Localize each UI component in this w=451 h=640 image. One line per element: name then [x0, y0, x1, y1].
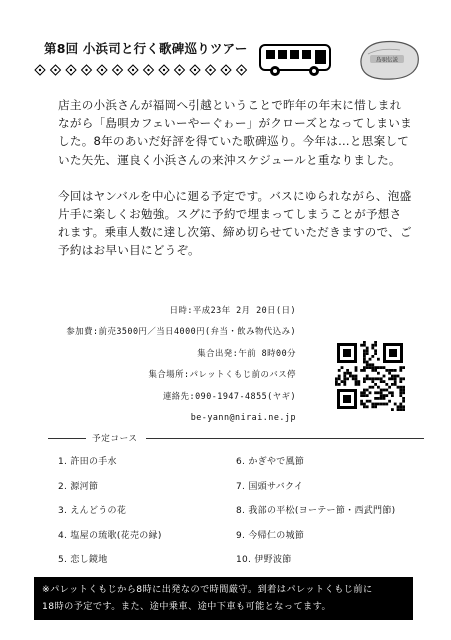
- qr-module: [380, 394, 383, 397]
- qr-module: [377, 403, 380, 406]
- qr-module: [363, 394, 366, 397]
- qr-module: [371, 366, 374, 369]
- qr-module: [394, 380, 397, 383]
- qr-module: [399, 377, 402, 380]
- qr-module: [391, 375, 394, 378]
- qr-module: [355, 377, 358, 380]
- qr-module: [369, 363, 372, 366]
- event-fee: 参加費:前売3500円／当日4000円(弁当・飲み物代込み): [66, 326, 296, 337]
- qr-module: [346, 369, 349, 372]
- qr-module: [369, 366, 372, 369]
- qr-module: [380, 397, 383, 400]
- qr-module: [363, 391, 366, 394]
- course-heading-label: 予定コース: [92, 434, 138, 444]
- event-details: [66, 300, 296, 428]
- qr-module: [366, 394, 369, 397]
- course-item: 6. かぎやで風節: [236, 457, 305, 467]
- qr-code[interactable]: [335, 341, 405, 411]
- notice-line-1: ※パレットくもじから8時に出発なので時間厳守。到着はパレットくもじ前に: [42, 584, 373, 595]
- qr-module: [374, 405, 377, 408]
- qr-module: [388, 391, 391, 394]
- qr-module: [380, 380, 383, 383]
- qr-module: [385, 369, 388, 372]
- qr-module: [371, 355, 374, 358]
- course-item: 10. 伊野波節: [236, 555, 292, 566]
- qr-module: [371, 380, 374, 383]
- qr-module: [363, 341, 366, 344]
- qr-module: [335, 383, 338, 386]
- qr-module: [399, 369, 402, 372]
- qr-module: [360, 394, 363, 397]
- qr-module: [377, 366, 380, 369]
- qr-module: [338, 369, 341, 372]
- qr-module: [374, 352, 377, 355]
- qr-module: [402, 366, 405, 369]
- diamond-dot: [85, 69, 87, 71]
- heading-rule-left: [48, 438, 86, 439]
- qr-module: [391, 369, 394, 372]
- qr-module: [388, 369, 391, 372]
- qr-module: [402, 397, 405, 400]
- meeting-place: 集合場所:パレットくもじ前のバス停: [148, 369, 296, 380]
- qr-module: [346, 372, 349, 375]
- qr-module: [388, 377, 391, 380]
- qr-module: [383, 403, 386, 406]
- diamond-dot: [209, 69, 211, 71]
- diamond-dot: [194, 69, 196, 71]
- qr-module: [374, 391, 377, 394]
- contact-email[interactable]: be-yann@nirai.ne.jp: [190, 412, 296, 423]
- qr-module: [377, 372, 380, 375]
- qr-module: [374, 397, 377, 400]
- qr-module: [343, 372, 346, 375]
- qr-module: [355, 380, 358, 383]
- stone-label: 島唄伝説: [375, 57, 399, 64]
- qr-module: [355, 369, 358, 372]
- intro-paragraph-2: 今回はヤンバルを中心に廻る予定です。バスにゆられながら、泡盛片手に楽しくお勉強。スグに予約で埋まってしまうことが予想されます。乗車人数に達し次第、締め切らせていただきますので、ご予約はお早い目にどうぞ。: [58, 188, 412, 258]
- qr-module: [366, 363, 369, 366]
- course-item: 1. 許田の手水: [58, 457, 117, 467]
- qr-module: [380, 366, 383, 369]
- event-date: 日時:平成23年 2月 20日(日): [169, 305, 296, 315]
- qr-module: [391, 391, 394, 394]
- course-list: [58, 454, 418, 577]
- qr-module: [397, 405, 400, 408]
- qr-module: [402, 389, 405, 392]
- qr-module: [394, 403, 397, 406]
- diamond-dot: [54, 69, 56, 71]
- qr-module: [383, 389, 386, 392]
- qr-module: [383, 397, 386, 400]
- qr-module: [335, 377, 338, 380]
- qr-module: [363, 377, 366, 380]
- qr-module: [360, 403, 363, 406]
- qr-module: [335, 380, 338, 383]
- bus-illustration: [258, 42, 334, 78]
- qr-module: [369, 358, 372, 361]
- qr-module: [343, 383, 346, 386]
- qr-module: [380, 403, 383, 406]
- qr-module: [391, 408, 394, 411]
- qr-module: [388, 386, 391, 389]
- qr-module: [366, 405, 369, 408]
- decorative-border: [34, 64, 254, 76]
- qr-module: [385, 394, 388, 397]
- qr-module: [374, 377, 377, 380]
- qr-module: [346, 377, 349, 380]
- qr-module: [380, 391, 383, 394]
- qr-module: [349, 372, 352, 375]
- diamond-dot: [116, 69, 118, 71]
- qr-module: [399, 408, 402, 411]
- qr-module: [355, 375, 358, 378]
- qr-module: [369, 386, 372, 389]
- page-title: 第8回 小浜司と行く歌碑巡りツアー: [44, 41, 248, 56]
- qr-module: [360, 391, 363, 394]
- qr-module: [399, 389, 402, 392]
- qr-module: [397, 386, 400, 389]
- qr-module: [349, 375, 352, 378]
- course-heading: [34, 432, 424, 446]
- qr-module: [366, 377, 369, 380]
- qr-module: [374, 349, 377, 352]
- qr-module: [371, 377, 374, 380]
- diamond-dot: [240, 69, 242, 71]
- qr-module: [363, 358, 366, 361]
- qr-module: [352, 375, 355, 378]
- qr-module: [399, 405, 402, 408]
- diamond-dot: [101, 69, 103, 71]
- qr-module: [366, 400, 369, 403]
- qr-module: [338, 375, 341, 378]
- qr-module: [391, 394, 394, 397]
- qr-module: [402, 400, 405, 403]
- qr-module: [363, 405, 366, 408]
- qr-module: [380, 389, 383, 392]
- notice-line-2: 18時の予定です。また、途中乗車、途中下車も可能となってます。: [42, 600, 332, 612]
- departure-time: 集合出発:午前 8時00分: [197, 347, 296, 358]
- qr-module: [374, 383, 377, 386]
- qr-module: [363, 369, 366, 372]
- qr-module: [377, 391, 380, 394]
- qr-module: [360, 400, 363, 403]
- qr-module: [385, 383, 388, 386]
- qr-module: [363, 352, 366, 355]
- qr-module: [397, 408, 400, 411]
- diamond-dot: [147, 69, 149, 71]
- qr-module: [394, 375, 397, 378]
- qr-module: [343, 377, 346, 380]
- monument-stone-illustration: [356, 38, 422, 82]
- qr-module: [391, 383, 394, 386]
- qr-module: [383, 366, 386, 369]
- qr-module: [402, 386, 405, 389]
- qr-module: [377, 358, 380, 361]
- qr-module: [377, 377, 380, 380]
- qr-module: [360, 369, 363, 372]
- qr-module: [371, 386, 374, 389]
- diamond-dot: [225, 69, 227, 71]
- qr-module: [402, 377, 405, 380]
- qr-module: [360, 344, 363, 347]
- qr-module: [366, 347, 369, 350]
- qr-module: [371, 363, 374, 366]
- qr-module: [371, 403, 374, 406]
- qr-module: [338, 377, 341, 380]
- qr-module: [374, 403, 377, 406]
- qr-module: [383, 380, 386, 383]
- qr-module: [366, 389, 369, 392]
- qr-module: [383, 375, 386, 378]
- qr-module: [352, 377, 355, 380]
- qr-module: [363, 355, 366, 358]
- qr-module: [402, 408, 405, 411]
- qr-module: [366, 361, 369, 364]
- qr-module: [369, 391, 372, 394]
- qr-module: [394, 369, 397, 372]
- qr-module: [380, 377, 383, 380]
- qr-module: [402, 405, 405, 408]
- diamond-dot: [70, 69, 72, 71]
- qr-module: [402, 391, 405, 394]
- qr-module: [357, 383, 360, 386]
- qr-module: [363, 389, 366, 392]
- qr-module: [366, 349, 369, 352]
- qr-module: [338, 383, 341, 386]
- qr-module: [388, 400, 391, 403]
- qr-module: [363, 349, 366, 352]
- qr-module: [399, 366, 402, 369]
- notice-box: [34, 577, 413, 620]
- intro-text: [58, 96, 413, 260]
- intro-paragraph-1: 店主の小浜さんが福岡へ引越ということで昨年の年末に惜しまれながら「島唄カフェいーやーぐゎー」がクローズとなってしまいました。8年のあいだ好評を得ていた歌碑巡り。今年は…と思案していた矢先、運良く小浜さんの来沖スケジュールと重なりました。: [58, 98, 412, 167]
- qr-module: [374, 366, 377, 369]
- qr-module: [399, 380, 402, 383]
- diamond-dot: [178, 69, 180, 71]
- qr-module: [399, 386, 402, 389]
- qr-module: [355, 383, 358, 386]
- qr-module: [399, 403, 402, 406]
- qr-module: [388, 372, 391, 375]
- qr-module: [374, 369, 377, 372]
- qr-module: [343, 375, 346, 378]
- qr-module: [366, 375, 369, 378]
- qr-module: [366, 352, 369, 355]
- qr-module: [383, 394, 386, 397]
- qr-module: [363, 380, 366, 383]
- qr-module: [385, 403, 388, 406]
- diamond-dot: [163, 69, 165, 71]
- course-item: 5. 恋し鏡地: [58, 555, 108, 566]
- qr-module: [391, 377, 394, 380]
- qr-module: [355, 366, 358, 369]
- qr-module: [371, 344, 374, 347]
- qr-module: [341, 366, 344, 369]
- qr-module: [377, 386, 380, 389]
- qr-module: [363, 361, 366, 364]
- qr-module: [399, 391, 402, 394]
- qr-module: [399, 394, 402, 397]
- course-item: 9. 今帰仁の城節: [236, 530, 305, 541]
- course-item: 2. 源河節: [58, 481, 99, 492]
- qr-module: [374, 341, 377, 344]
- qr-module: [341, 380, 344, 383]
- diamond-dot: [132, 69, 134, 71]
- qr-module: [343, 380, 346, 383]
- qr-module: [374, 344, 377, 347]
- contact-phone: 連絡先:090-1947-4855(ヤギ): [162, 390, 296, 401]
- qr-module: [371, 347, 374, 350]
- qr-module: [377, 397, 380, 400]
- heading-rule-right: [146, 438, 424, 439]
- qr-module: [394, 383, 397, 386]
- qr-module: [369, 400, 372, 403]
- qr-module: [363, 403, 366, 406]
- course-item: 4. 塩屋の琉歌(花売の縁): [58, 530, 162, 541]
- course-item: 8. 我部の平松(ヨーテー節・西武門節): [236, 506, 396, 517]
- qr-module: [363, 344, 366, 347]
- course-item: 3. えんどうの花: [58, 506, 127, 517]
- qr-module: [385, 389, 388, 392]
- qr-module: [366, 366, 369, 369]
- qr-module: [369, 377, 372, 380]
- course-item: 7. 国頭サバクイ: [236, 481, 304, 492]
- qr-module: [357, 380, 360, 383]
- qr-module: [397, 375, 400, 378]
- diamond-dot: [39, 69, 41, 71]
- qr-module: [394, 377, 397, 380]
- qr-module: [363, 366, 366, 369]
- qr-module: [371, 369, 374, 372]
- qr-module: [371, 405, 374, 408]
